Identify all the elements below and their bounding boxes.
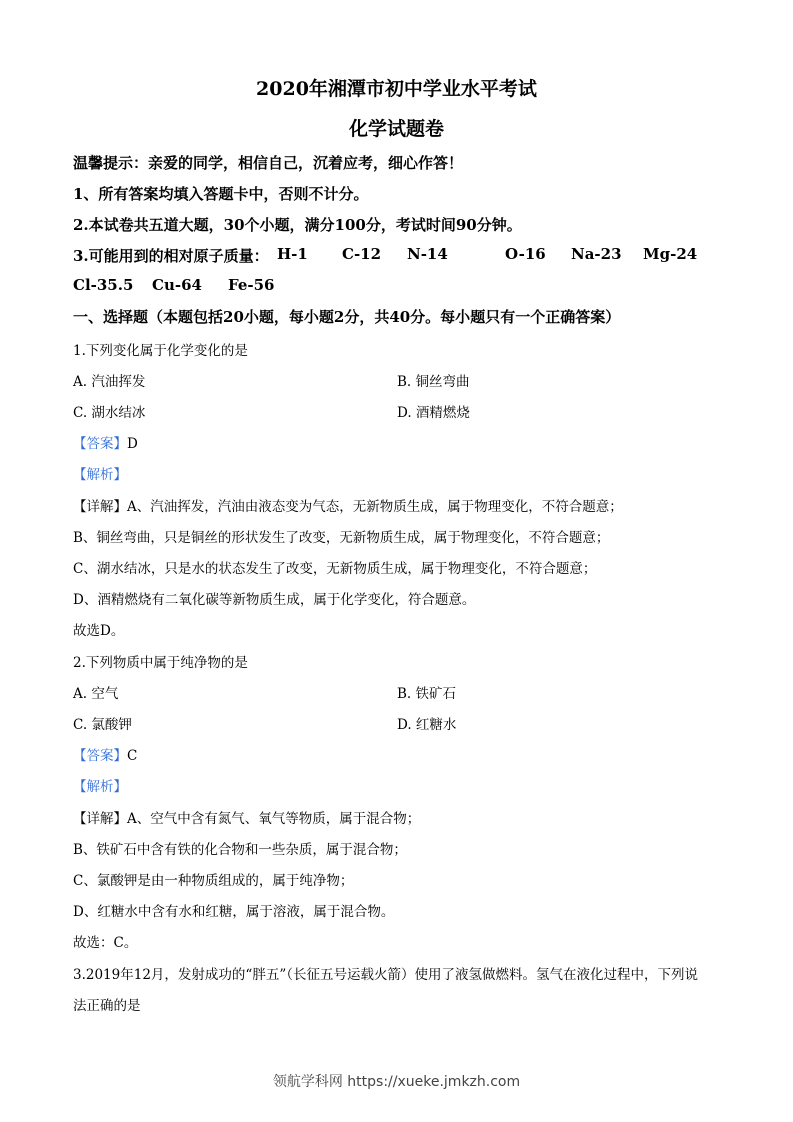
q2-conclusion: 故选：C。 <box>73 935 138 951</box>
mass-c: C-12 <box>342 245 382 263</box>
q2-answer-value: C <box>127 748 138 764</box>
q2-option-a: A. 空气 <box>73 686 119 702</box>
paper-subtitle: 化学试题卷 <box>348 118 444 140</box>
detail-label: 【详解】 <box>73 811 127 827</box>
q1-detail-1-text: A、汽油挥发，汽油由液态变为气态，无新物质生成，属于物理变化，不符合题意； <box>127 499 623 515</box>
q2-detail-4: D、红糖水中含有水和红糖，属于溶液，属于混合物。 <box>73 904 395 920</box>
q2-answer <box>73 744 137 764</box>
answer-label: 【答案】 <box>73 436 127 452</box>
q3-stem-line-1: 3.2019年12月，发射成功的“胖五”（长征五号运载火箭）使用了液氢做燃料。氢气在液化过程中，下列说 <box>73 967 698 983</box>
q1-option-b: B. 铜丝弯曲 <box>397 374 470 390</box>
q1-detail-4: D、酒精燃烧有二氧化碳等新物质生成，属于化学变化，符合题意。 <box>73 592 476 608</box>
section-heading: 一、选择题（本题包括20小题，每小题2分，共40分。每小题只有一个正确答案） <box>73 308 621 326</box>
q2-option-c: C. 氯酸钾 <box>73 717 132 733</box>
q2-option-d: D. 红糖水 <box>397 717 457 733</box>
rule-2: 2.本试卷共五道大题，30个小题，满分100分，考试时间90分钟。 <box>73 216 522 234</box>
q1-conclusion: 故选D。 <box>73 623 125 639</box>
q2-analysis-label: 【解析】 <box>73 779 127 795</box>
q1-option-a: A. 汽油挥发 <box>73 374 146 390</box>
q2-detail-2: B、铁矿石中含有铁的化合物和一些杂质，属于混合物； <box>73 842 407 858</box>
mass-na: Na-23 <box>571 245 622 263</box>
q1-answer-value: D <box>127 436 138 452</box>
q1-answer <box>73 432 138 452</box>
q1-detail-3: C、湖水结冰，只是水的状态发生了改变，无新物质生成，属于物理变化，不符合题意； <box>73 561 597 577</box>
q2-option-b: B. 铁矿石 <box>397 686 457 702</box>
q1-analysis-label: 【解析】 <box>73 467 127 483</box>
rule-1: 1、所有答案均填入答题卡中，否则不计分。 <box>73 185 369 203</box>
q2-detail-1 <box>73 807 420 827</box>
q2-detail-3: C、氯酸钾是由一种物质组成的，属于纯净物； <box>73 873 354 889</box>
mass-cl: Cl-35.5 <box>73 276 134 294</box>
q1-detail-1 <box>73 495 623 515</box>
footer-watermark: 领航学科网 https://xueke.jmkzh.com <box>272 1074 521 1090</box>
warm-tip: 温馨提示：亲爱的同学，相信自己，沉着应考，细心作答！ <box>73 154 464 172</box>
q1-option-c: C. 湖水结冰 <box>73 405 146 421</box>
q3-stem-line-2: 法正确的是 <box>73 998 141 1014</box>
mass-o: O-16 <box>505 245 546 263</box>
q2-detail-1-text: A、空气中含有氮气、氧气等物质，属于混合物； <box>127 811 421 827</box>
mass-cu: Cu-64 <box>152 276 202 294</box>
mass-n: N-14 <box>407 245 448 263</box>
mass-fe: Fe-56 <box>228 276 275 294</box>
q1-detail-2: B、铜丝弯曲，只是铜丝的形状发生了改变，无新物质生成，属于物理变化，不符合题意； <box>73 530 610 546</box>
mass-mg: Mg-24 <box>643 245 698 263</box>
q1-stem: 1.下列变化属于化学变化的是 <box>73 343 248 359</box>
mass-h: H-1 <box>277 245 308 263</box>
q1-option-d: D. 酒精燃烧 <box>397 405 470 421</box>
rule-3-label: 3.可能用到的相对原子质量： <box>73 247 269 265</box>
detail-label: 【详解】 <box>73 499 127 515</box>
exam-title: 2020年湘潭市初中学业水平考试 <box>256 78 537 100</box>
answer-label: 【答案】 <box>73 748 127 764</box>
q2-stem: 2.下列物质中属于纯净物的是 <box>73 655 248 671</box>
